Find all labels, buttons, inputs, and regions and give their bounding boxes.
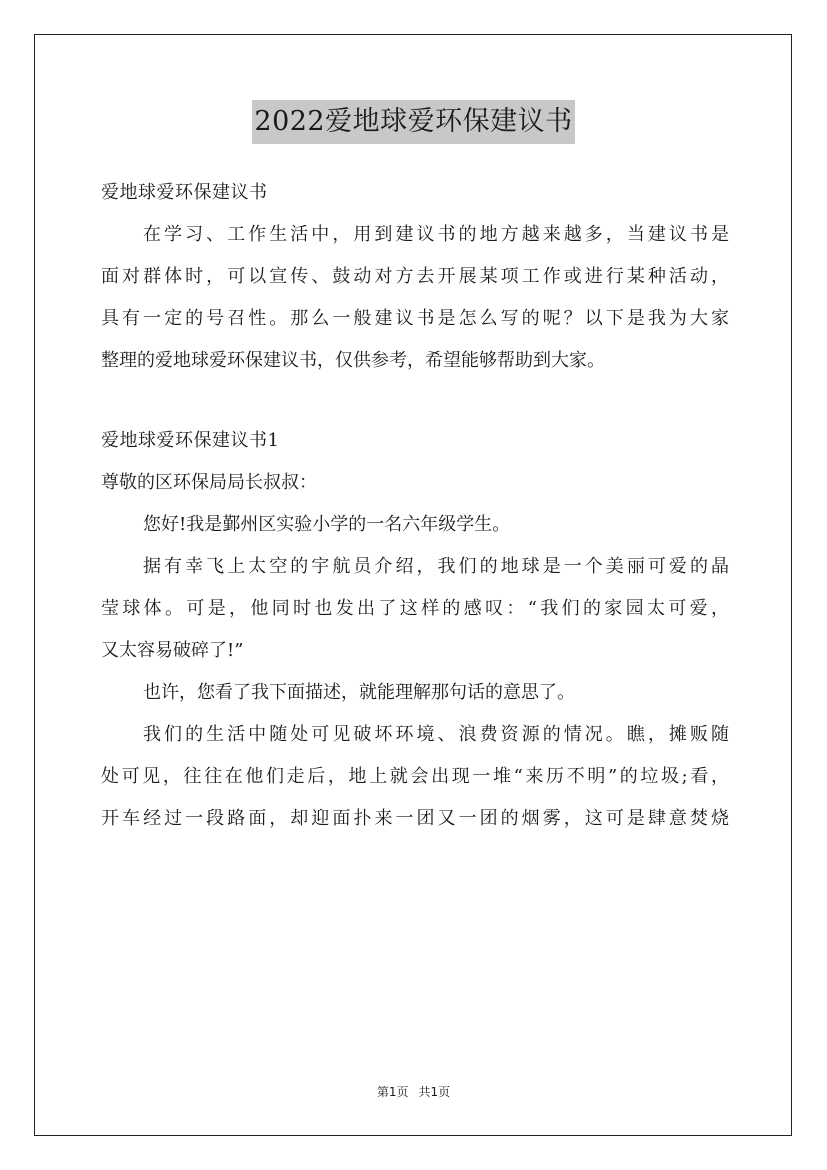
paragraph-line: 我们的生活中随处可见破坏环境、浪费资源的情况。瞧，摊贩随 — [143, 724, 729, 745]
document-body — [101, 172, 729, 840]
salutation-line: 尊敬的区环保局局长叔叔： — [101, 472, 317, 493]
paragraph-line: 开车经过一段路面，却迎面扑来一团又一团的烟雾，这可是肆意焚烧 — [101, 808, 729, 829]
paragraph-line: 整理的爱地球爱环保建议书，仅供参考，希望能够帮助到大家。 — [101, 350, 605, 371]
paragraph-line: 在学习、工作生活中，用到建议书的地方越来越多，当建议书是 — [143, 224, 729, 245]
page-number-total: 共1页 — [418, 1085, 451, 1099]
paragraph-line: 具有一定的号召性。那么一般建议书是怎么写的呢？以下是我为大家 — [101, 308, 729, 329]
section-heading: 爱地球爱环保建议书1 — [101, 430, 280, 451]
paragraph-line: 莹球体。可是，他同时也发出了这样的感叹：“我们的家园太可爱， — [101, 598, 729, 619]
paragraph-line: 面对群体时，可以宣传、鼓动对方去开展某项工作或进行某种活动， — [101, 266, 729, 287]
document-title: 2022爱地球爱环保建议书 — [252, 100, 574, 144]
paragraph-gap — [101, 382, 729, 420]
section-heading: 爱地球爱环保建议书 — [101, 182, 268, 203]
paragraph-line: 您好!我是鄞州区实验小学的一名六年级学生。 — [143, 514, 511, 535]
title-area — [0, 100, 827, 144]
paragraph-line: 也许，您看了我下面描述，就能理解那句话的意思了。 — [143, 682, 575, 703]
paragraph-line: 处可见，往往在他们走后，地上就会出现一堆“来历不明”的垃圾;看， — [101, 766, 729, 787]
paragraph-line: 又太容易破碎了!” — [101, 640, 244, 661]
page-number-current: 第1页 — [376, 1085, 409, 1099]
page-footer — [0, 1084, 827, 1100]
paragraph-line: 据有幸飞上太空的宇航员介绍，我们的地球是一个美丽可爱的晶 — [143, 556, 729, 577]
